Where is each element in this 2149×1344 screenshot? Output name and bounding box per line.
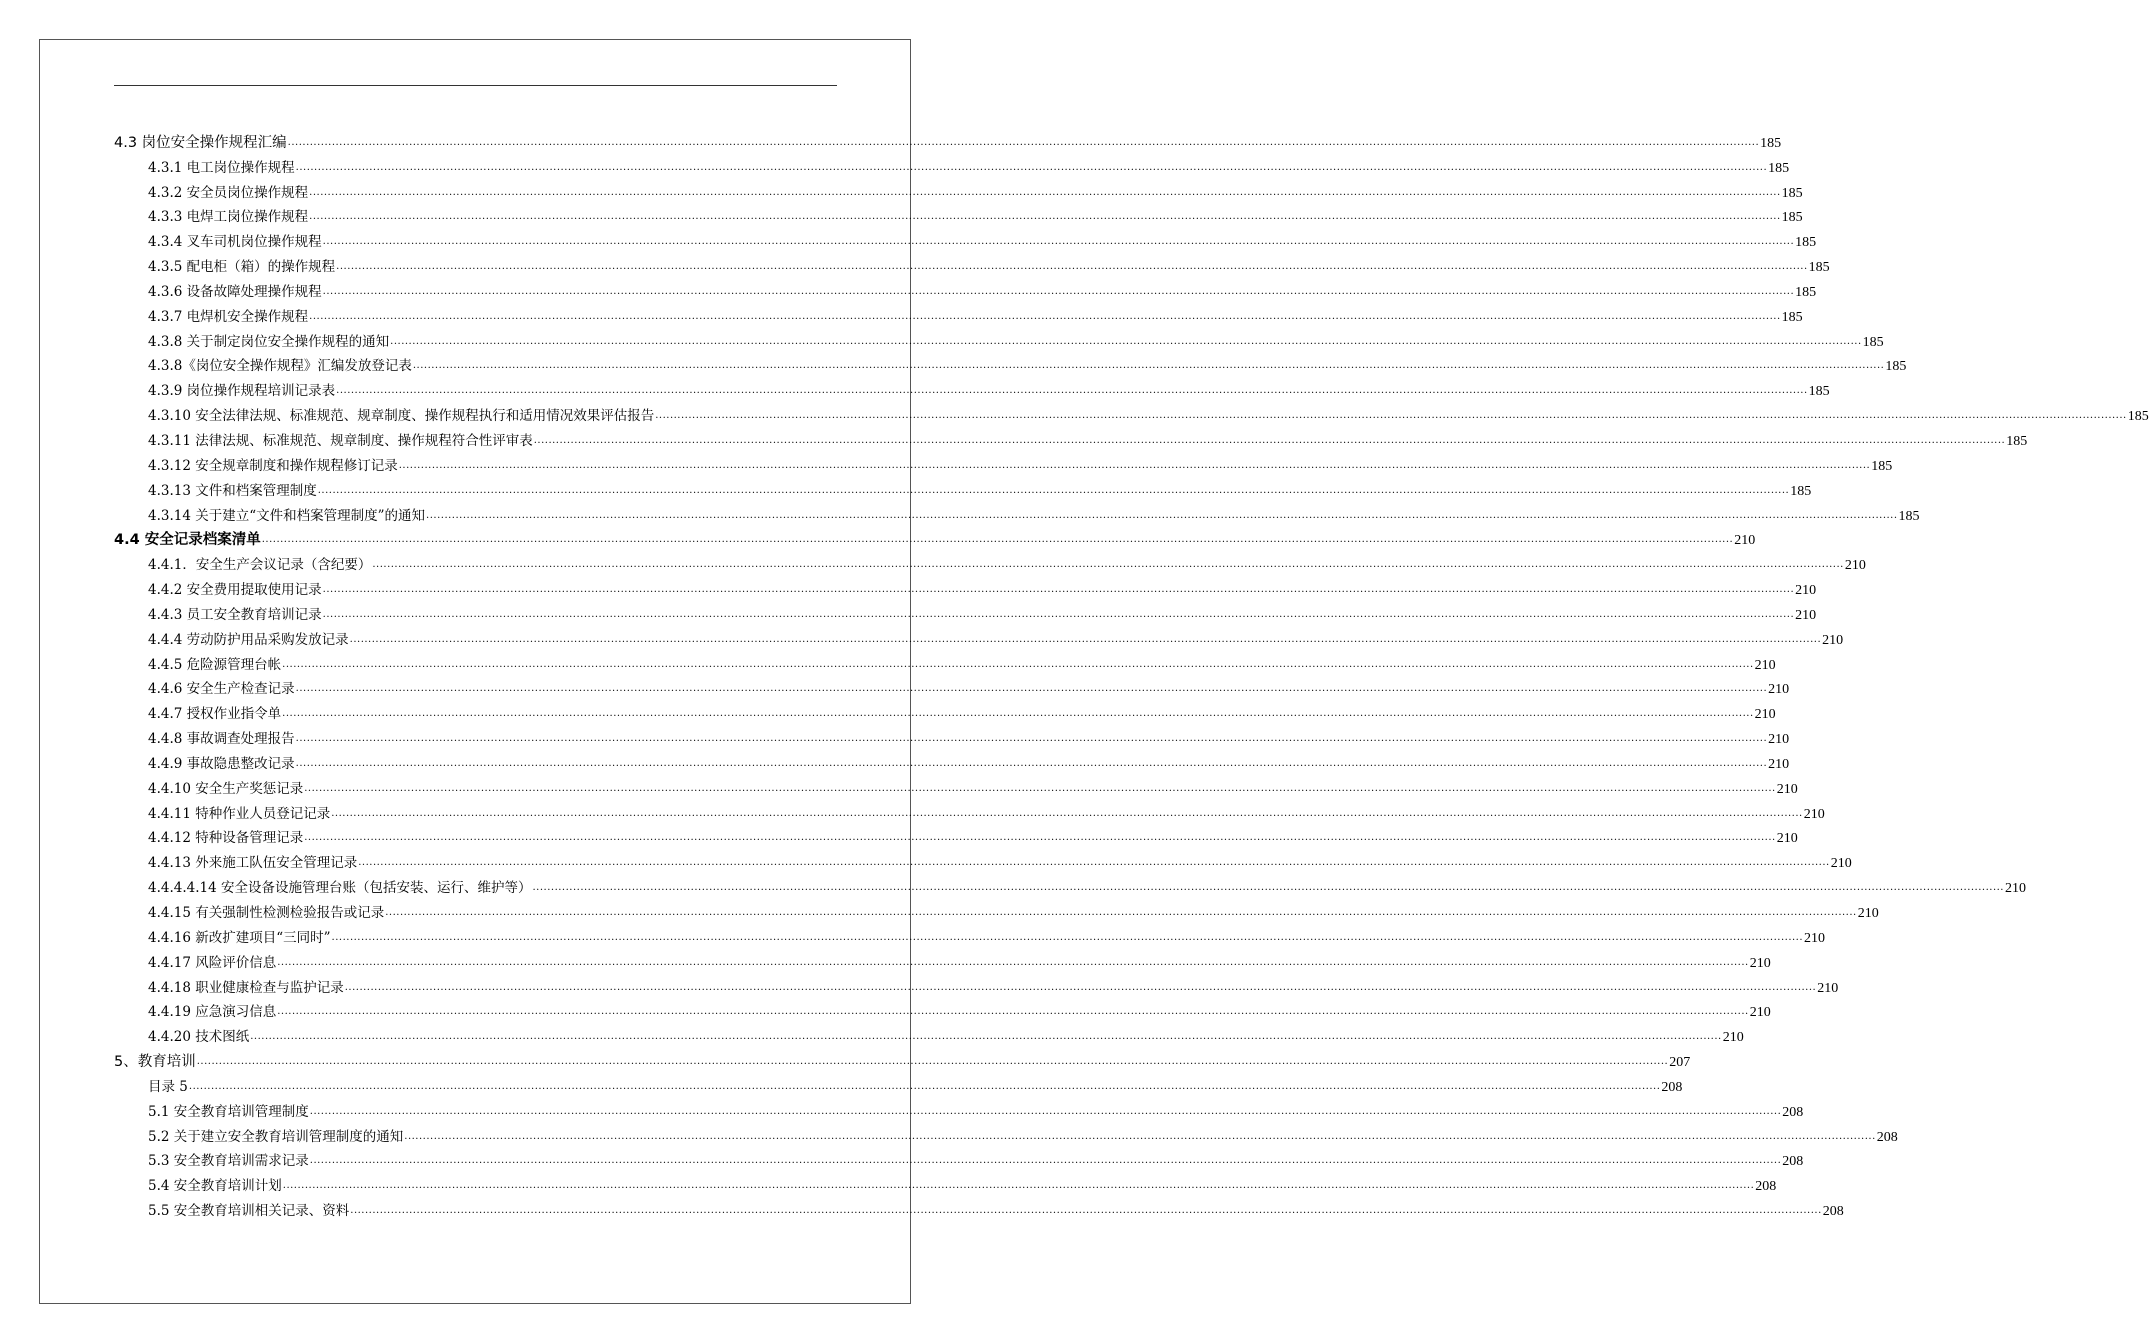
dot-leader: ................................................................................................................................................................................................................................................................................................................................................................................................................ xyxy=(331,931,1804,943)
toc-entry-label: 4.4.7 授权作业指令单 xyxy=(148,706,282,723)
toc-entry[interactable] xyxy=(114,823,1798,848)
toc-entry[interactable] xyxy=(114,897,1879,922)
toc-entry[interactable] xyxy=(114,1146,1804,1171)
dot-leader: ................................................................................................................................................................................................................................................................................................................................................................................................................ xyxy=(533,434,2006,446)
toc-entry[interactable] xyxy=(114,1195,1844,1220)
toc-entry[interactable] xyxy=(114,1096,1804,1121)
dot-leader: ................................................................................................................................................................................................................................................................................................................................................................................................................ xyxy=(282,1180,1755,1192)
toc-entry[interactable] xyxy=(114,599,1817,624)
toc-entry-page-number: 185 xyxy=(1871,458,1893,474)
dot-leader: ................................................................................................................................................................................................................................................................................................................................................................................................................ xyxy=(390,335,1862,347)
toc-entry-label: 4.3.5 配电柜（箱）的操作规程 xyxy=(148,259,336,276)
toc-entry[interactable] xyxy=(114,674,1790,699)
toc-entry-label: 4.4.19 应急演习信息 xyxy=(148,1004,277,1021)
toc-entry-page-number: 185 xyxy=(1862,334,1884,350)
toc-entry[interactable] xyxy=(114,202,1803,227)
toc-entry-page-number: 210 xyxy=(1795,607,1817,623)
toc-entry-page-number: 210 xyxy=(1768,756,1790,772)
toc-entry-page-number: 210 xyxy=(1822,632,1844,648)
dot-leader: ................................................................................................................................................................................................................................................................................................................................................................................................................ xyxy=(295,733,1768,745)
toc-entry-label: 4.4.20 技术图纸 xyxy=(148,1029,250,1046)
toc-entry[interactable] xyxy=(114,698,1776,723)
dot-leader: ................................................................................................................................................................................................................................................................................................................................................................................................................ xyxy=(344,981,1817,993)
toc-entry-page-number: 210 xyxy=(1803,806,1825,822)
toc-entry-page-number: 185 xyxy=(2006,433,2028,449)
toc-entry-label: 4.4.15 有关强制性检测检验报告或记录 xyxy=(148,905,385,921)
dot-leader: ................................................................................................................................................................................................................................................................................................................................................................................................................ xyxy=(322,236,1795,248)
toc-entry-page-number: 185 xyxy=(2127,409,2149,425)
table-of-contents xyxy=(114,127,2149,1220)
toc-entry[interactable] xyxy=(114,152,1790,177)
toc-entry-label: 4.4.18 职业健康检查与监护记录 xyxy=(148,979,344,996)
dot-leader: ................................................................................................................................................................................................................................................................................................................................................................................................................ xyxy=(188,1080,1661,1092)
toc-entry-label: 4.3.10 安全法律法规、标准规范、规章制度、操作规程执行和适用情况效果评估报告 xyxy=(148,408,655,425)
toc-entry[interactable] xyxy=(114,226,1817,251)
toc-entry-label: 4.4.16 新改扩建项目“三同时” xyxy=(148,929,331,946)
toc-entry[interactable] xyxy=(114,425,2028,450)
toc-entry[interactable] xyxy=(114,1121,1898,1146)
toc-entry-label: 5.3 安全教育培训需求记录 xyxy=(148,1153,309,1170)
dot-leader: ................................................................................................................................................................................................................................................................................................................................................................................................................ xyxy=(295,161,1768,173)
toc-entry-page-number: 210 xyxy=(1749,955,1771,971)
toc-entry-label: 目录 5 xyxy=(148,1078,188,1095)
dot-leader: ................................................................................................................................................................................................................................................................................................................................................................................................................ xyxy=(317,484,1790,496)
toc-entry-label: 4.4.3 员工安全教育培训记录 xyxy=(148,606,322,623)
toc-entry[interactable] xyxy=(114,276,1817,301)
toc-entry-page-number: 210 xyxy=(1749,1005,1771,1021)
toc-entry-page-number: 185 xyxy=(1790,483,1812,499)
toc-entry[interactable] xyxy=(114,947,1771,972)
toc-entry-label: 4.3.3 电焊工岗位操作规程 xyxy=(148,209,309,226)
toc-entry-label: 4.3.12 安全规章制度和操作规程修订记录 xyxy=(148,457,398,474)
toc-entry-label: 4.3.6 设备故障处理操作规程 xyxy=(148,283,322,300)
toc-entry-page-number: 210 xyxy=(1768,732,1790,748)
toc-entry[interactable] xyxy=(114,326,1884,351)
toc-entry[interactable] xyxy=(114,475,1812,500)
toc-entry-page-number: 210 xyxy=(1776,781,1798,797)
toc-entry-page-number: 208 xyxy=(1755,1179,1777,1195)
toc-entry-label: 4.3.11 法律法规、标准规范、规章制度、操作规程符合性评审表 xyxy=(148,432,533,449)
toc-entry-page-number: 185 xyxy=(1781,210,1803,226)
toc-entry-page-number: 210 xyxy=(1817,980,1839,996)
toc-entry[interactable] xyxy=(114,872,2026,897)
toc-entry-label: 5.1 安全教育培训管理制度 xyxy=(148,1103,309,1120)
dot-leader: ................................................................................................................................................................................................................................................................................................................................................................................................................ xyxy=(304,832,1776,844)
dot-leader: ................................................................................................................................................................................................................................................................................................................................................................................................................ xyxy=(304,782,1776,794)
toc-entry-page-number: 210 xyxy=(1857,906,1879,921)
dot-leader: ................................................................................................................................................................................................................................................................................................................................................................................................................ xyxy=(322,584,1795,596)
toc-entry-page-number: 185 xyxy=(1781,309,1803,325)
toc-entry-label: 4.4 安全记录档案清单 xyxy=(114,532,261,549)
dot-leader: ................................................................................................................................................................................................................................................................................................................................................................................................................ xyxy=(309,211,1781,223)
dot-leader: ................................................................................................................................................................................................................................................................................................................................................................................................................ xyxy=(331,807,1803,819)
dot-leader: ................................................................................................................................................................................................................................................................................................................................................................................................................ xyxy=(282,658,1754,670)
dot-leader: ................................................................................................................................................................................................................................................................................................................................................................................................................ xyxy=(277,956,1749,968)
toc-entry[interactable] xyxy=(114,574,1817,599)
toc-entry-page-number: 210 xyxy=(1754,657,1776,673)
toc-entry-page-number: 210 xyxy=(1768,682,1790,698)
toc-entry[interactable] xyxy=(114,450,1893,475)
dot-leader: ................................................................................................................................................................................................................................................................................................................................................................................................................ xyxy=(322,608,1795,620)
toc-entry-label: 4.4.10 安全生产奖惩记录 xyxy=(148,780,304,797)
toc-entry-page-number: 207 xyxy=(1669,1055,1691,1071)
toc-entry-page-number: 210 xyxy=(1722,1030,1744,1046)
toc-entry-page-number: 185 xyxy=(1781,185,1803,201)
dot-leader: ................................................................................................................................................................................................................................................................................................................................................................................................................ xyxy=(412,360,1885,372)
dot-leader: ................................................................................................................................................................................................................................................................................................................................................................................................................ xyxy=(309,1155,1782,1167)
toc-entry-label: 4.4.12 特种设备管理记录 xyxy=(148,830,304,847)
toc-entry-label: 4.3.14 关于建立“文件和档案管理制度”的通知 xyxy=(148,507,426,524)
dot-leader: ................................................................................................................................................................................................................................................................................................................................................................................................................ xyxy=(532,882,2004,894)
toc-entry-label: 4.3.2 安全员岗位操作规程 xyxy=(148,184,309,201)
toc-entry-page-number: 185 xyxy=(1768,160,1790,176)
toc-entry[interactable] xyxy=(114,525,1756,550)
toc-entry[interactable] xyxy=(114,400,2149,425)
toc-entry[interactable] xyxy=(114,375,1830,400)
toc-entry-label: 4.4.9 事故隐患整改记录 xyxy=(148,755,295,772)
dot-leader: ................................................................................................................................................................................................................................................................................................................................................................................................................ xyxy=(309,1105,1782,1117)
toc-entry[interactable] xyxy=(114,251,1830,276)
dot-leader: ................................................................................................................................................................................................................................................................................................................................................................................................................ xyxy=(385,907,1857,918)
toc-entry-label: 4.3 岗位安全操作规程汇编 xyxy=(114,134,287,151)
toc-entry-label: 4.4.4 劳动防护用品采购发放记录 xyxy=(148,631,349,648)
toc-entry[interactable] xyxy=(114,127,1782,152)
toc-entry-page-number: 185 xyxy=(1795,235,1817,251)
toc-entry-label: 5.4 安全教育培训计划 xyxy=(148,1178,282,1195)
toc-entry[interactable] xyxy=(114,500,1920,525)
dot-leader: ................................................................................................................................................................................................................................................................................................................................................................................................................ xyxy=(309,186,1781,198)
toc-entry-page-number: 210 xyxy=(2004,881,2026,897)
toc-entry-label: 4.4.6 安全生产检查记录 xyxy=(148,681,295,698)
dot-leader: ................................................................................................................................................................................................................................................................................................................................................................................................................ xyxy=(295,683,1768,695)
toc-entry-page-number: 185 xyxy=(1808,260,1830,276)
toc-entry-label: 4.3.8 关于制定岗位安全操作规程的通知 xyxy=(148,333,390,350)
dot-leader: ................................................................................................................................................................................................................................................................................................................................................................................................................ xyxy=(277,1006,1749,1018)
dot-leader: ................................................................................................................................................................................................................................................................................................................................................................................................................ xyxy=(336,261,1808,273)
dot-leader: ................................................................................................................................................................................................................................................................................................................................................................................................................ xyxy=(426,509,1898,521)
dot-leader: ................................................................................................................................................................................................................................................................................................................................................................................................................ xyxy=(322,285,1795,297)
toc-entry-page-number: 208 xyxy=(1782,1154,1804,1170)
toc-entry[interactable] xyxy=(114,351,1907,376)
toc-entry-page-number: 210 xyxy=(1776,831,1798,847)
toc-entry-page-number: 185 xyxy=(1808,384,1830,400)
toc-entry-label: 4.4.13 外来施工队伍安全管理记录 xyxy=(148,855,358,872)
toc-entry-label: 4.4.17 风险评价信息 xyxy=(148,954,277,971)
toc-entry[interactable] xyxy=(114,997,1771,1022)
dot-leader: ................................................................................................................................................................................................................................................................................................................................................................................................................ xyxy=(655,410,2127,422)
toc-entry[interactable] xyxy=(114,1071,1683,1096)
dot-leader: ................................................................................................................................................................................................................................................................................................................................................................................................................ xyxy=(398,459,1871,471)
dot-leader: ................................................................................................................................................................................................................................................................................................................................................................................................................ xyxy=(287,136,1760,148)
toc-entry-page-number: 210 xyxy=(1795,583,1817,599)
dot-leader: ................................................................................................................................................................................................................................................................................................................................................................................................................ xyxy=(196,1056,1669,1068)
toc-entry-page-number: 185 xyxy=(1885,359,1907,375)
toc-entry-page-number: 210 xyxy=(1754,707,1776,723)
dot-leader: ................................................................................................................................................................................................................................................................................................................................................................................................................ xyxy=(309,310,1781,322)
toc-entry-label: 4.3.9 岗位操作规程培训记录表 xyxy=(148,383,336,400)
toc-entry[interactable] xyxy=(114,624,1844,649)
toc-entry[interactable] xyxy=(114,1021,1744,1046)
toc-entry[interactable] xyxy=(114,177,1803,202)
toc-entry[interactable] xyxy=(114,847,1852,872)
toc-entry-page-number: 185 xyxy=(1898,508,1920,524)
toc-entry-page-number: 210 xyxy=(1830,856,1852,872)
toc-entry[interactable] xyxy=(114,773,1798,798)
dot-leader: ................................................................................................................................................................................................................................................................................................................................................................................................................ xyxy=(261,534,1734,546)
dot-leader: ................................................................................................................................................................................................................................................................................................................................................................................................................ xyxy=(282,708,1754,720)
toc-entry-label: 4.3.7 电焊机安全操作规程 xyxy=(148,308,309,325)
toc-entry[interactable] xyxy=(114,723,1790,748)
dot-leader: ................................................................................................................................................................................................................................................................................................................................................................................................................ xyxy=(404,1130,1876,1142)
dot-leader: ................................................................................................................................................................................................................................................................................................................................................................................................................ xyxy=(358,857,1830,869)
toc-entry-page-number: 185 xyxy=(1795,284,1817,300)
toc-entry-label: 5.2 关于建立安全教育培训管理制度的通知 xyxy=(148,1128,404,1145)
toc-entry-label: 5、教育培训 xyxy=(114,1054,196,1071)
dot-leader: ................................................................................................................................................................................................................................................................................................................................................................................................................ xyxy=(295,757,1768,769)
toc-entry-page-number: 210 xyxy=(1804,930,1826,946)
toc-entry-label: 4.3.13 文件和档案管理制度 xyxy=(148,482,317,499)
dot-leader: ................................................................................................................................................................................................................................................................................................................................................................................................................ xyxy=(372,559,1844,571)
toc-entry[interactable] xyxy=(114,798,1825,823)
dot-leader: ................................................................................................................................................................................................................................................................................................................................................................................................................ xyxy=(250,1031,1722,1043)
toc-entry-page-number: 208 xyxy=(1822,1204,1844,1220)
toc-entry[interactable] xyxy=(114,748,1790,773)
toc-entry-page-number: 210 xyxy=(1734,533,1756,549)
header-rule xyxy=(114,85,837,86)
toc-entry[interactable] xyxy=(114,301,1803,326)
dot-leader: ................................................................................................................................................................................................................................................................................................................................................................................................................ xyxy=(336,385,1808,397)
dot-leader: ................................................................................................................................................................................................................................................................................................................................................................................................................ xyxy=(350,1205,1822,1217)
toc-entry-label: 4.4.2 安全费用提取使用记录 xyxy=(148,582,322,599)
toc-entry[interactable] xyxy=(114,922,1826,947)
dot-leader: ................................................................................................................................................................................................................................................................................................................................................................................................................ xyxy=(349,633,1822,645)
toc-entry-label: 4.4.8 事故调查处理报告 xyxy=(148,731,295,748)
toc-entry-label: 4.3.1 电工岗位操作规程 xyxy=(148,159,295,176)
toc-entry-page-number: 185 xyxy=(1760,135,1782,151)
toc-entry[interactable] xyxy=(114,972,1839,997)
toc-entry-label: 4.4.4.4.14 安全设备设施管理台账（包括安装、运行、维护等） xyxy=(148,880,532,897)
toc-entry[interactable] xyxy=(114,649,1776,674)
toc-entry[interactable] xyxy=(114,1170,1777,1195)
toc-entry-label: 4.4.1．安全生产会议记录（含纪要） xyxy=(148,557,372,574)
toc-entry-label: 4.4.11 特种作业人员登记记录 xyxy=(148,805,331,822)
toc-entry-page-number: 208 xyxy=(1661,1079,1683,1095)
toc-entry-label: 5.5 安全教育培训相关记录、资料 xyxy=(148,1203,350,1220)
toc-entry-label: 4.3.8《岗位安全操作规程》汇编发放登记表 xyxy=(148,358,412,375)
toc-entry[interactable] xyxy=(114,1046,1691,1071)
toc-entry-page-number: 208 xyxy=(1876,1129,1898,1145)
toc-entry-label: 4.4.5 危险源管理台帐 xyxy=(148,656,282,673)
toc-entry[interactable] xyxy=(114,549,1866,574)
toc-entry-label: 4.3.4 叉车司机岗位操作规程 xyxy=(148,234,322,251)
toc-entry-page-number: 208 xyxy=(1782,1104,1804,1120)
toc-entry-page-number: 210 xyxy=(1844,558,1866,574)
